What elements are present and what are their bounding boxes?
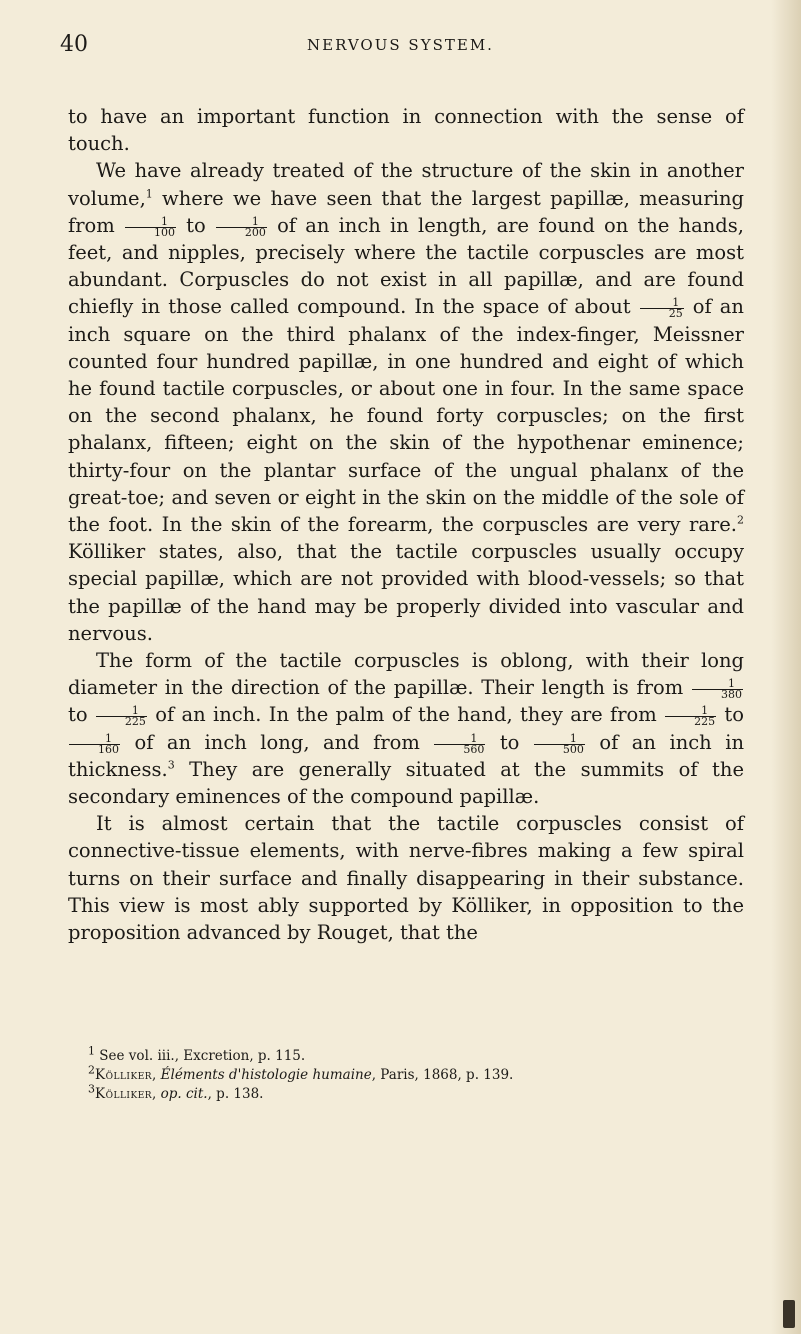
fraction [69,731,120,756]
text-run: , [152,1067,161,1083]
text-run: to [68,703,95,727]
text-run: of an inch in length, are found on the hands, feet, and nipples, precisely where the tactile corpuscles are most abundant. Corpuscles do not exist in all papillæ, and are found chiefly in those called compound. In the space of about [68,213,744,319]
running-head: NERVOUS SYSTEM. [307,36,494,54]
page-edge-mark [783,1300,795,1328]
fraction [534,731,585,756]
fraction-denominator: 200 [244,225,266,239]
fraction [216,214,267,239]
fraction [640,298,684,319]
text-run: to have an important function in connection with the sense of touch. [68,105,744,156]
text-run: , Paris, 1868, p. 139. [371,1067,514,1083]
footnote-ref: 2 [737,513,744,527]
fraction-numerator: 1 [692,679,743,690]
text-run: of an inch long, and from [121,730,434,754]
text-run: , [152,1086,161,1102]
text-run: of an inch square on the third phalanx of the index-finger, Meissner counted four hundred papillæ, in one hundred and eight of which he found tactile corpuscles, or about one in four. In the same space on the second phalanx, he found forty corpuscles; on the first phalanx, fifteen; eight on the skin of the hypothenar eminence; thirty-four on the plantar surface of the ungual phalanx of the great-toe; and seven or eight in the skin on the middle of the sole of the foot. In the skin of the forearm, the corpuscles are very rare. [68,295,744,537]
text-run: to [176,213,215,237]
footnotes [88,1044,748,1104]
text-run: See vol. iii., Excretion, p. 115. [95,1048,306,1064]
body-text [68,103,744,946]
footnote [88,1063,748,1085]
author-name: Kölliker [95,1086,153,1102]
fraction-numerator: 1 [640,298,684,309]
paragraph [68,810,744,946]
text-run: Kölliker states, also, that the tactile corpuscles usually occupy special papillæ, which are not provided with blood-vessels; so that the papillæ of the hand may be properly divided into vascular and nervous. [68,540,744,645]
fraction-numerator: 1 [434,734,485,745]
footnote-ref: 3 [167,758,175,772]
text-run: to [486,730,533,754]
author-name: Kölliker [95,1067,153,1083]
page-header [60,32,741,62]
fraction-numerator: 1 [96,706,147,717]
paragraph [68,157,744,647]
text-run: We have already treated of the structure of the skin in another volume, [68,159,744,210]
fraction [125,214,176,239]
fraction-numerator: 1 [665,706,716,717]
fraction-denominator: 225 [124,715,146,729]
footnote-mark: 3 [88,1082,95,1096]
fraction-numerator: 1 [125,217,176,228]
fraction-denominator: 160 [98,742,119,756]
work-title: Éléments d'histologie humaine [160,1067,372,1083]
fraction-denominator: 380 [721,688,742,702]
footnote-mark: 1 [88,1044,95,1058]
fraction-numerator: 1 [216,217,267,228]
footnote [88,1082,748,1104]
page-number: 40 [60,32,88,57]
text-run: of an inch. In the palm of the hand, they are from [147,703,665,727]
text-run: The form of the tactile corpuscles is oblong, with their long diameter in the direction of the papillæ. Their length is from [68,649,744,700]
footnote-ref: 1 [145,187,153,201]
footnote-mark: 2 [88,1063,95,1077]
fraction-denominator: 500 [562,742,584,756]
work-title: op. cit. [160,1086,208,1102]
text-run: It is almost certain that the tactile corpuscles consist of connective-tissue elements, with nerve-fibres making a few spiral turns on their surface and finally disappearing in their substance. This view is most ably supported by Kölliker, in opposition to the proposition advanced by Rouget, that the [68,812,744,945]
text-run: to [717,703,744,727]
text-run: They are generally situated at the summits of the secondary eminences of the compound papillæ. [68,757,744,809]
fraction [665,706,716,727]
paragraph [68,647,744,810]
fraction-numerator: 1 [534,734,585,745]
fraction-denominator: 225 [694,715,716,729]
fraction [692,679,743,700]
fraction-denominator: 100 [153,225,175,239]
fraction-denominator: 560 [463,742,485,756]
fraction [96,706,147,727]
fraction-numerator: 1 [69,734,120,745]
text-run: where we have seen that the largest papillæ, measuring from [68,186,744,237]
page-edge-shadow [771,0,801,1334]
text-run: of an inch in thickness. [68,730,744,781]
paragraph [68,103,744,157]
footnote [88,1044,748,1066]
fraction-denominator: 25 [668,307,683,321]
fraction [434,731,485,756]
text-run: , p. 138. [207,1086,264,1102]
